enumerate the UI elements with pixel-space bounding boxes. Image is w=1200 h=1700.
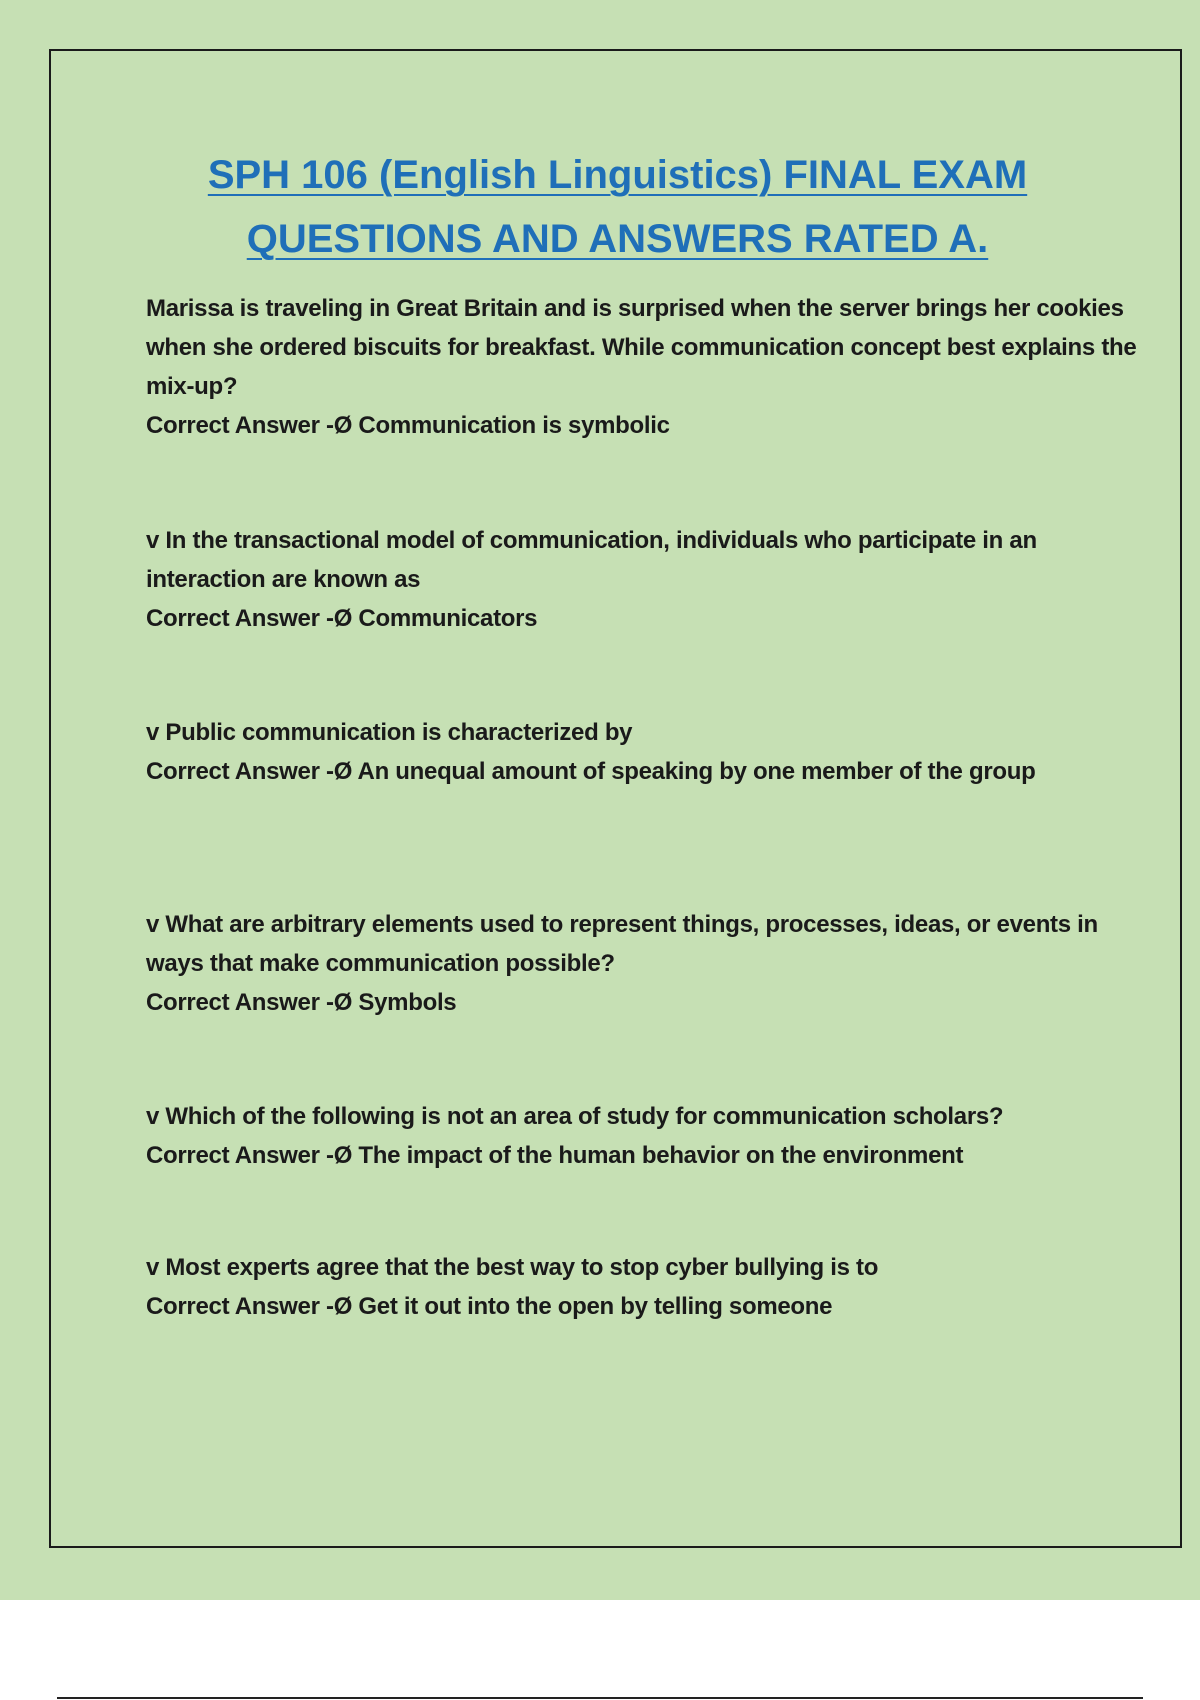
qa-item-5 [146, 1097, 1146, 1175]
answer-2: Correct Answer -Ø Communicators [146, 605, 538, 632]
answer-5: Correct Answer -Ø The impact of the human behavior on the environment [146, 1142, 964, 1169]
question-5: v Which of the following is not an area of study for communication scholars? [146, 1103, 1004, 1130]
qa-item-2 [146, 521, 1146, 638]
qa-item-1 [146, 289, 1146, 445]
title-line-1: SPH 106 (English Linguistics) FINAL EXAM [207, 153, 1028, 197]
question-2: v In the transactional model of communication, individuals who participate in an interaction are known as [146, 527, 1037, 593]
answer-4: Correct Answer -Ø Symbols [146, 989, 457, 1016]
question-3: v Public communication is characterized by [146, 719, 633, 746]
qa-item-4 [146, 905, 1146, 1022]
document-title [60, 143, 1175, 271]
answer-1: Correct Answer -Ø Communication is symbolic [146, 412, 670, 439]
answer-6: Correct Answer -Ø Get it out into the open by telling someone [146, 1293, 833, 1320]
question-6: v Most experts agree that the best way to stop cyber bullying is to [146, 1254, 879, 1281]
title-line-2: QUESTIONS AND ANSWERS RATED A. [246, 217, 989, 261]
qa-item-6 [146, 1248, 1146, 1326]
qa-item-3 [146, 713, 1146, 791]
footer-divider [57, 1697, 1143, 1699]
answer-3: Correct Answer -Ø An unequal amount of speaking by one member of the group [146, 758, 1036, 785]
question-1: Marissa is traveling in Great Britain and is surprised when the server brings her cookies when she ordered biscuits for breakfast. While communication concept best explains the mix-up? [146, 295, 1137, 400]
question-4: v What are arbitrary elements used to represent things, processes, ideas, or events in ways that make communication possible? [146, 911, 1098, 977]
